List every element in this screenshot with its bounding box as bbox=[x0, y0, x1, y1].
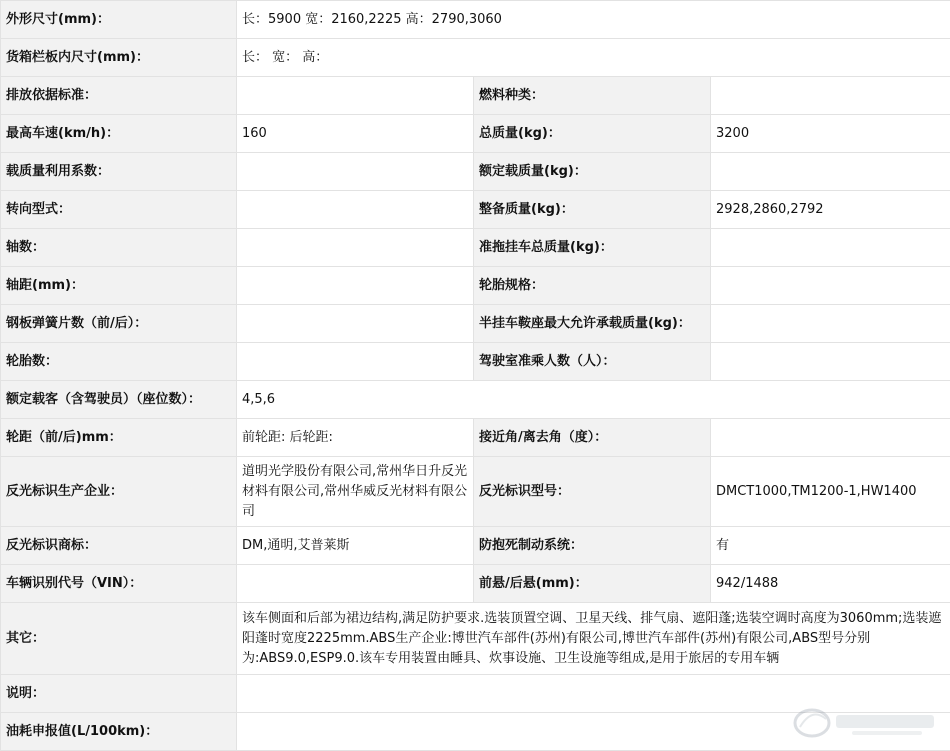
table-row bbox=[1, 343, 950, 381]
watermark-logo bbox=[792, 703, 942, 743]
table-row bbox=[1, 527, 950, 565]
table-row bbox=[1, 153, 950, 191]
curb-mass-label: 整备质量(kg)： bbox=[474, 191, 711, 229]
fuel-type-value bbox=[711, 77, 950, 115]
leaf-spring-label: 钢板弹簧片数（前/后）： bbox=[1, 305, 237, 343]
other-label: 其它： bbox=[1, 603, 237, 675]
dimensions-value: 长：5900 宽：2160,2225 高：2790,3060 bbox=[237, 1, 950, 39]
tire-spec-value bbox=[711, 267, 950, 305]
rated-load-label: 额定载质量(kg)： bbox=[474, 153, 711, 191]
table-row bbox=[1, 267, 950, 305]
curb-mass-value: 2928,2860,2792 bbox=[711, 191, 950, 229]
cab-capacity-value bbox=[711, 343, 950, 381]
approach-departure-label: 接近角/离去角（度）： bbox=[474, 419, 711, 457]
reflector-maker-label: 反光标识生产企业： bbox=[1, 457, 237, 527]
table-row bbox=[1, 381, 950, 419]
reflector-brand-label: 反光标识商标： bbox=[1, 527, 237, 565]
approach-departure-value bbox=[711, 419, 950, 457]
notes-label: 说明： bbox=[1, 675, 237, 713]
trailer-mass-label: 准拖挂车总质量(kg)： bbox=[474, 229, 711, 267]
steering-type-label: 转向型式： bbox=[1, 191, 237, 229]
emission-standard-label: 排放依据标准： bbox=[1, 77, 237, 115]
tire-count-label: 轮胎数： bbox=[1, 343, 237, 381]
vin-label: 车辆识别代号（VIN）： bbox=[1, 565, 237, 603]
axle-count-label: 轴数： bbox=[1, 229, 237, 267]
table-row bbox=[1, 565, 950, 603]
reflector-maker-value: 道明光学股份有限公司,常州华日升反光材料有限公司,常州华威反光材料有限公司 bbox=[237, 457, 474, 527]
table-row bbox=[1, 305, 950, 343]
emission-standard-value bbox=[237, 77, 474, 115]
saddle-load-label: 半挂车鞍座最大允许承载质量(kg)： bbox=[474, 305, 711, 343]
table-row bbox=[1, 1, 950, 39]
gross-mass-value: 3200 bbox=[711, 115, 950, 153]
load-utilization-label: 载质量利用系数： bbox=[1, 153, 237, 191]
table-row bbox=[1, 457, 950, 527]
track-width-label: 轮距（前/后)mm： bbox=[1, 419, 237, 457]
overhang-label: 前悬/后悬(mm)： bbox=[474, 565, 711, 603]
steering-type-value bbox=[237, 191, 474, 229]
abs-label: 防抱死制动系统： bbox=[474, 527, 711, 565]
gross-mass-label: 总质量(kg)： bbox=[474, 115, 711, 153]
track-width-value: 前轮距: 后轮距: bbox=[237, 419, 474, 457]
load-utilization-value bbox=[237, 153, 474, 191]
overhang-value: 942/1488 bbox=[711, 565, 950, 603]
table-row bbox=[1, 39, 950, 77]
wheelbase-label: 轴距(mm)： bbox=[1, 267, 237, 305]
reflector-model-value: DMCT1000,TM1200-1,HW1400 bbox=[711, 457, 950, 527]
fuel-type-label: 燃料种类： bbox=[474, 77, 711, 115]
dimensions-label: 外形尺寸(mm)： bbox=[1, 1, 237, 39]
max-speed-value: 160 bbox=[237, 115, 474, 153]
rated-passengers-label: 额定载客（含驾驶员）（座位数）： bbox=[1, 381, 237, 419]
table-row bbox=[1, 191, 950, 229]
axle-count-value bbox=[237, 229, 474, 267]
table-row bbox=[1, 603, 950, 675]
cargo-box-dimensions-label: 货箱栏板内尺寸(mm)： bbox=[1, 39, 237, 77]
table-row bbox=[1, 115, 950, 153]
table-row bbox=[1, 419, 950, 457]
table-row bbox=[1, 77, 950, 115]
table-row bbox=[1, 229, 950, 267]
tire-spec-label: 轮胎规格： bbox=[474, 267, 711, 305]
leaf-spring-value bbox=[237, 305, 474, 343]
trailer-mass-value bbox=[711, 229, 950, 267]
max-speed-label: 最高车速(km/h)： bbox=[1, 115, 237, 153]
wheelbase-value bbox=[237, 267, 474, 305]
reflector-brand-value: DM,通明,艾普莱斯 bbox=[237, 527, 474, 565]
saddle-load-value bbox=[711, 305, 950, 343]
rated-passengers-value: 4,5,6 bbox=[237, 381, 950, 419]
abs-value: 有 bbox=[711, 527, 950, 565]
other-value: 该车侧面和后部为裙边结构,满足防护要求.选装顶置空调、卫星天线、排气扇、遮阳蓬;选装空调时高度为3060mm;选装遮阳蓬时宽度2225mm.ABS生产企业:博世汽车部件(苏州)有限公司,博世汽车部件(苏州)有限公司,ABS型号分别为:ABS9.0,ESP9.0.该车专用装置由睡具、炊事设施、卫生设施等组成,是用于旅居的专用车辆 bbox=[237, 603, 950, 675]
cab-capacity-label: 驾驶室准乘人数（人）： bbox=[474, 343, 711, 381]
rated-load-value bbox=[711, 153, 950, 191]
vin-value bbox=[237, 565, 474, 603]
tire-count-value bbox=[237, 343, 474, 381]
reflector-model-label: 反光标识型号： bbox=[474, 457, 711, 527]
fuel-consumption-label: 油耗申报值(L/100km)： bbox=[1, 713, 237, 751]
cargo-box-dimensions-value: 长： 宽： 高： bbox=[237, 39, 950, 77]
